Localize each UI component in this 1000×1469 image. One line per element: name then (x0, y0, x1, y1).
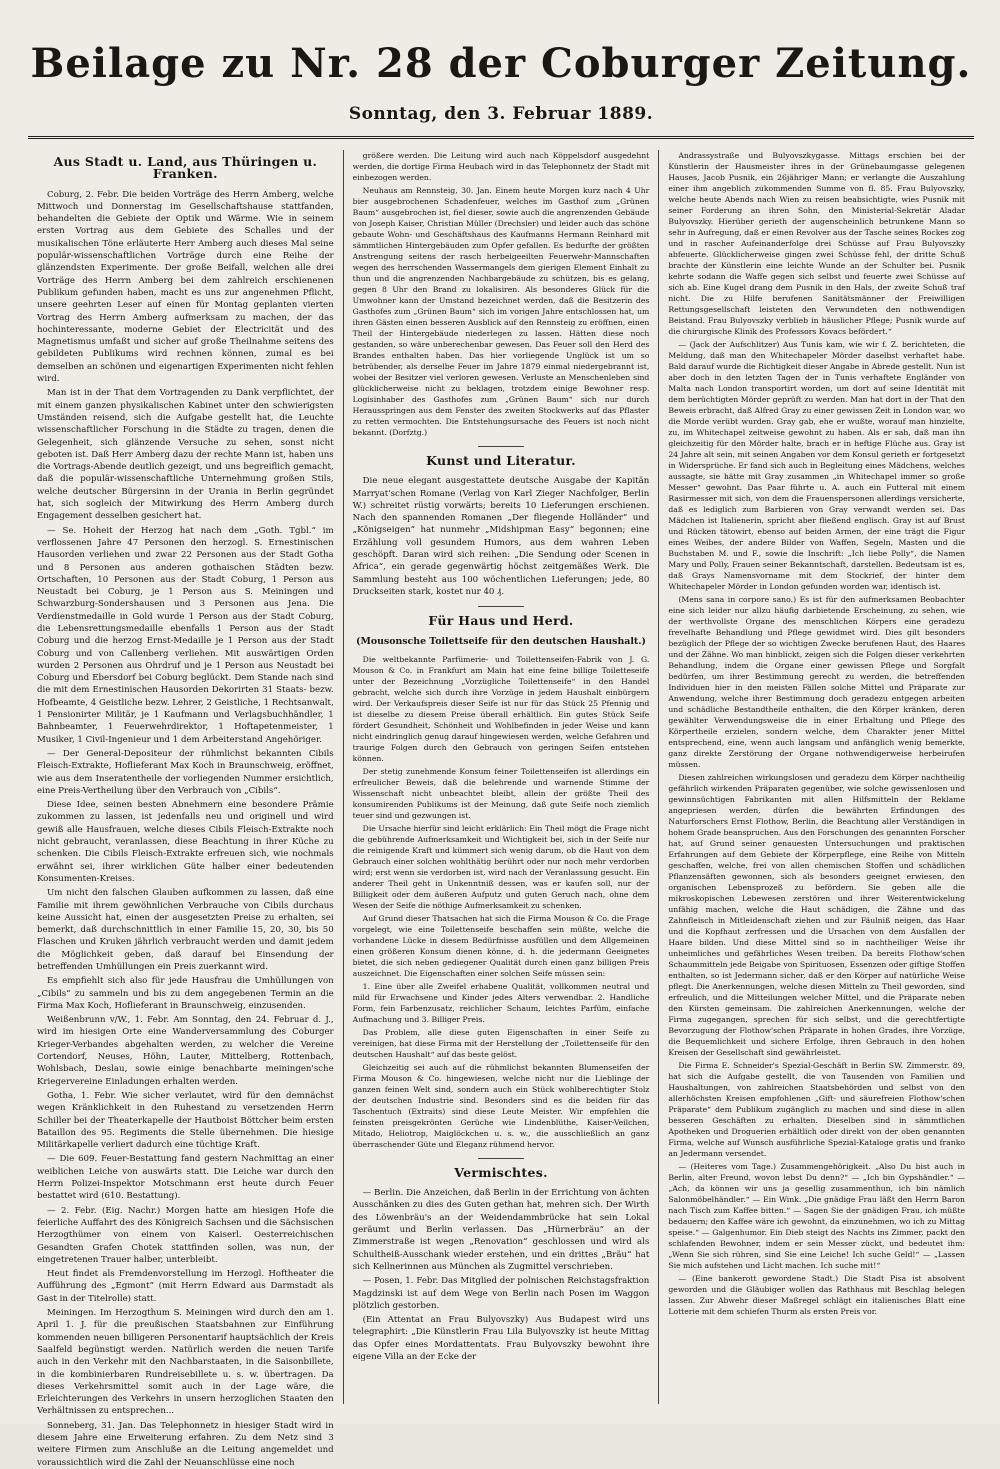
column-1 (28, 150, 343, 1468)
article-paragraph: Das Problem, alle diese guten Eigenschaften in einer Seife zu vereinigen, hat diese Firma mit der Herstellung der „Toilettenseife für den deutschen Haushalt“ auf das beste gelöst. (352, 1027, 650, 1059)
article-paragraph: Die weltbekannte Parfümerie- und Toilettenseifen-Fabrik von J. G. Mouson & Co. in Frankfurt am Main hat eine feine billige Toiletteseife unter der Bezeichnung „Vorzügliche Toilettenseife“ in den Handel gebracht, welche sich durch ihre Vorzüge in jedem Haushalt einbürgern wird. Der Verkaufspreis dieser Seife ist nur für das Stück 25 Pfennig und ist dieselbe zu diesem Preise überall erhältlich. Ein gutes Stück Seife fördert Gesundheit, Schönheit und Wohlbefinden in jeder Weise und kann nicht eindringlich genug darauf hingewiesen werden, welche Gefahren und traurige Folgen durch den Gebrauch von geringen Seifen entstehen können. (352, 654, 650, 763)
article-paragraph: Gleichzeitig sei auch auf die rühmlichst bekannten Blumenseifen der Firma Mouson & Co. hingewiesen, welche nicht nur die Lieblinge der ganzen feinen Welt sind, sondern auch ein Stück wohlberechtigter Stolz der deutschen Industrie sind. Besonders sind es die beiden für das Taschentuch (Extraits) sind diese Leute Meister. Wir empfehlen die feinsten preisgekrönten Gerüche wie Lindenblüthe, Kaiser-Veilchen, Mitado, Heliotrop, Maiglöckchen u. s. w., die ausschließlich an ganz überraschender Güte und Eleganz rühmend hervor. (352, 1062, 650, 1149)
masthead-title: Beilage zu Nr. 28 der Coburger Zeitung. (30, 40, 972, 87)
article-paragraph: — (Heiteres vom Tage.) Zusammengehörigkeit. „Also Du bist auch in Berlin, alter Freund, wovon lebst Du denn?“ — „Ich bin Gypshändler.“ — „Ach, da können wir uns ja gesellig zusammenthun, ich bin nämlich Salonmöbelhändler.“ — Ein Wink. „Die gnädige Frau läßt den Herrn Baron nach Tisch zum Kaffee bitten.“ — Sagen Sie der gnädigen Frau, ich müßte bedauern; den Kaffee wäre ich gewohnt, da einzunehmen, wo ich zu Mittag speise.“ — Galgenhumor. Ein Dieb steigt des Nachts ins Zimmer, packt den schlafenden Bewohner, indem er sein Messer zückt, und bedeutet ihm: „Wenn Sie sich rühren, sind Sie eine Leiche! Ich suche Geld!“ — „Lassen Sie mich aufstehen und Licht machen. Ich suche mit!“ (668, 1162, 966, 1270)
column-1-body (37, 189, 334, 1469)
article-paragraph: Der stetig zunehmende Konsum feiner Toilettenseifen ist allerdings ein erfreulicher Beweis, daß die belehrende und warnende Stimme der Wissenschaft nicht unbeachtet bleibt, allein der größte Theil des konsumirenden Publikums ist der Meinung, daß gute Seife noch ziemlich teuer sind und gezwungen ist. (352, 766, 650, 820)
section-heading-art: Kunst und Literatur. (426, 453, 576, 468)
home-body (353, 654, 650, 1150)
masthead-rule (28, 136, 974, 139)
article-paragraph: — Se. Hoheit der Herzog hat nach dem „Goth. Tgbl.“ im verflossenen Jahre 47 Personen den herzogl. S. Ernestinischen Hausorden verliehen und zwar 22 Personen aus der Stadt Gotha und 8 Personen aus anderen gothaischen Städten bezw. Ortschaften, 10 Personen aus der Stadt Coburg, 1 Person aus Neustadt bei Coburg, je 1 Person aus S. Meiningen und Schwarzburg-Sondershausen und 3 Personen aus Jena. Die Verdienstmedaille in Gold wurde 1 Person aus der Stadt Coburg, die Lebensrettungsmedaille ebenfalls 1 Person aus der Stadt Coburg und die herzog Ernst-Medaille je 1 Person aus der Stadt Coburg und von Callenberg verliehen. Mit auswärtigen Orden wurden 2 Personen aus Ohrdruf und je 1 Person aus Neustadt bei Coburg und Ebersdorf bei Coburg beglückt. Dem Stande nach sind die mit dem Ernestinischen Hausorden Dekorirten 31 Staats- bezw. Hofbeamte, 4 Geistliche bezw. Lehrer, 2 Geistliche, 1 Rechtsanwalt, 1 Pensionirter Militär, je 1 Kaufmann und Verlagsbuchhändler, 1 Bahnbeamter, 1 Feuerwehrdirektor, 1 Hoftapetenmeister, 1 Musiker, 1 Civil-Ingenieur und 1 dem Arbeiterstand Angehöriger. (37, 525, 334, 745)
divider (478, 1158, 524, 1159)
article-paragraph: Andrassystraße und Bulyovszkygasse. Mittags erschien bei der Künstlerin der Hausmeister ihres in der Grünebaumgasse gelegenen Hauses, Jacob Pusnik, ein 26jähriger Mann; er verlangte die Auszahlung einer ihm angeblich zukommenden Summe von fl. 85. Frau Bulyovszky, welche heute Abends nach Wien zu reisen beabsichtigte, wies Pusnik mit seiner Forderung an ihren Sohn, den Ministerial-Sekretär Aladar Bulyovszky. Hierüber gerieth der augenscheinlich betrunkene Mann so sehr in Aufregung, daß er einen Revolver aus der Tasche seines Rockes zog und in rascher Aufeinanderfolge drei Schüsse auf Frau Bulyovszky abfeuerte. Glücklicherweise gingen zwei Schüsse fehl, der dritte Schuß brachte der Künstlerin eine leichte Wunde an der Schulter bei. Pusnik kehrte sodann die Waffe gegen sich selbst und feuerte zwei Schüsse auf sich ab. Eine Kugel drang dem Pusnik in den Hals, der zweite Schuß traf nicht. Die zu Hilfe berufenen Sanitätsmänner der Freiwilligen Rettungsgesellschaft leisteten den Verwundeten den nothwendigen Beistand. Frau Bulyovszky verblieb in häuslicher Pflege; Pusnik wurde auf die chirurgische Klinik des Professors Kovacs befördert.“ (668, 151, 966, 336)
section-heading-misc: Vermischtes. (454, 1164, 548, 1180)
section-heading-local-news: Aus Stadt u. Land, aus Thüringen u. Franken. (53, 154, 318, 182)
article-paragraph: 1. Eine über alle Zweifel erhabene Qualität, vollkommen neutral und mild für Erwachsene und Kinder jedes Alters verwendbar. 2. Handliche Form, fein Farbenzusatz, reichlicher Schaum, leichtes Parfüm, einfache Aufmachung und 3. Billiger Preis. (352, 981, 650, 1024)
divider (478, 446, 524, 447)
article-paragraph: Gotha, 1. Febr. Wie sicher verlautet, wird für den demnächst wegen Kränklichkeit in den Ruhestand zu versetzenden Herrn Schiller bei der Theaterkapelle der Hautboist Böttcher beim ersten Bataillon des 95. Regiments die Stelle übernehmen. Die hiesige Militärkapelle verliert dadurch eine tüchtige Kraft. (37, 1090, 334, 1151)
section-subheading-home: (Mousonsche Toilettseife für den deutschen Haushalt.) (356, 635, 646, 647)
article-paragraph: Weißenbrunn v/W., 1. Febr. Am Sonntag, den 24. Februar d. J., wird im hiesigen Orte eine Wanderversammlung des Coburger Krieger-Verbandes abgehalten werden, zu welcher die Vereine Cortendorf, Neuses, Höhn, Lauter, Mittelberg, Rottenbach, Wohlsbach, Deslau, sowie einige benachbarte meiningen'sche Kriegervereine Einladungen erhalten werden. (37, 1015, 334, 1087)
article-paragraph: Die Firma E. Schneider's Spezial-Geschäft in Berlin SW. Zimmerstr. 89, hat sich die Aufgabe gestellt, die von Tausenden von Familien und Haushaltungen, von zahlreichen Staatsbehörden und selbst von den allerhöchsten Kreisen empfohlenen „Gift- und säurefreien Flothow'schen Präparate“ dem Publikum zugänglich zu machen und sind diese in allen besseren Geschäften zu erhalten. Dieselben sind in sämmtlichen Apotheken und Droguerien erhältlich oder direkt von der oben genannten Firma, welche auf Wunsch ausführliche Spezial-Kataloge gratis und franko an Jedermann versendet. (668, 1061, 966, 1158)
article-paragraph: Diesen zahlreichen wirkungslosen und geradezu dem Körper nachtheilig gefährlich wirkenden Präparaten gegenüber, wie solche gewissenlosen und gewinnsüchtigen Fabrikanten mit allen Hilfsmitteln der Reklame angepriesen werden, dürfen die bewährten Erfindungen des Naturforschers Ernst Flothow, Berlin, die Beachtung aller Verständigen in hohem Grade beanspruchen. Aus den Forschungen des genannten Forscher hat, auf Grund seiner genauesten Untersuchungen und praktischen Erfahrungen auf dem Gebiete der Körperpflege, eine Reihe von Mitteln geschaffen, welche, frei von allen chemischen Stoffen und schädlichen Pflanzensäften gewonnen, sich als besonders geeignet erwiesen, den organischen Lebensprozeß zu befördern. Sie geben alle die mikroskopischen Lebewesen zerstören und ihrer Weiterentwickelung unfähig machen, welche die Haut schädigen, die Zähne und das Zahnfleisch in Mitleidenschaft ziehen und zur Fäulniß neigen, das Haar und die Kopfhaut zerfressen und die Ursachen von dem Ausfallen der Haare bilden. Und diese Mittel sind so in nachtheiliger Weise ihr unheimliches und gefährliches Wesen treiben. Da bereits Flothow'schen Schaummitteln jede Beigabe von Spirituosen, Essenzen oder giftige Stoffen enthalten, so ist Jedermann sicher, daß er den Körper auf natürliche Weise pflegt. Die Anerkennungen, welche diesen Mitteln zu Theil geworden, sind erfreulich, und die Mitteilungen welcher Mittel, und die Präparate neben den Kürsten gemeinsam. Die zahlreichen Anerkennungen, welche der Firma zugegangen, sprechen für sich selbst, und die gerechtfertigte Bevorzugung der Flothow'schen Präparate in hohen Grades, ihre Vorzüge, die Bequemlichkeit und sichere Erfolge, ihren Gebrauch in den hohen Kreisen der Gesellschaft sind gewährleistet. (668, 773, 966, 1057)
article-paragraph: — (Eine bankerott gewordene Stadt.) Die Stadt Pisa ist absolvent geworden und die Gläubiger wollen das Rathhaus mit Beschlag belegen lassen. Zur Abwehr dieser Maßregel schlägt ein italienisches Blatt eine Lotterie mit dem schiefen Thurm als ersten Preis vor. (668, 1274, 966, 1316)
article-paragraph: Meiningen. Im Herzogthum S. Meiningen wird durch den am 1. April 1. J. für die preußischen Staatsbahnen zur Einführung kommenden neuen billigeren Personentarif hauptsächlich der Kreis Saalfeld begünstigt werden. Natürlich werden die neuen Tarife auch in den Verkehr mit den Nachbarstaaten, in die Saisonbillete, in die kombinierbaren Rundreisebillete u. s. w. übertragen. Da dieses Verkehrsmittel somit auch in der Lage wäre, die Erleichterungen des Verkehrs in unsern herzoglichen Staaten den Verhältnissen zu entsprechen... (37, 1308, 334, 1417)
article-paragraph: (Ein Attentat an Frau Bulyovszky) Aus Budapest wird uns telegraphirt: „Die Künstlerin Frau Lila Bulyovszky ist heute Mittag das Opfer eines Mordattentats. Frau Bulyovszky bewohnt ihre eigene Villa an der Ecke der (352, 1315, 650, 1363)
masthead-date: Sonntag, den 3. Februar 1889. (348, 104, 654, 124)
article-paragraph: größere werden. Die Leitung wird auch nach Köppelsdorf ausgedehnt werden, die dortige Firma Heubach wird in das Telephonnetz der Stadt mit einbezogen werden. (352, 151, 650, 182)
column-3 (658, 150, 974, 1404)
divider (478, 606, 524, 607)
article-paragraph: — Berlin. Die Anzeichen, daß Berlin in der Errichtung von ächten Ausschänken zu dies des Guten gethan hat, mehren sich. Der Wirth des Löwenbräu's an der Weidendammbrücke hat sein Lokal geräumt und Berlin verlassen. Das „Hürnerbräu“ an der Zimmerstraße ist wegen „Renovation“ geschlossen und wird als Schultheiß-Ausschank wieder erstehen, und ein drittes „Bräu“ hat sich Kellnerinnen aus München als Zugmittel verschrieben. (352, 1188, 650, 1272)
article-paragraph: Neuhaus am Rennsteig, 30. Jan. Einem heute Morgen kurz nach 4 Uhr bier ausgebrochenen Schadenfeuer, welches im Gasthof zum „Grünen Baum“ ausgebrochen ist, fiel dieser, sowie auch die angrenzenden Gebäude von Joseph Kaiser, Christian Müller (Drechsler) und leider auch das schöne gebaute Wohn- und Geschäftshaus des Kaufmanns Hermann Reinhard mit sämmtlichen Hintergebäuden zum Opfer gefallen. Es bedurfte der größten Anstrengung seitens der rasch herbeigeeilten Feuerwehr-Mannschaften wegen des herrschenden Wassermangels dem gierigen Element Einhalt zu thun und die angrenzenden Nachbargebäude zu schützen, bis es gelang, gegen 8 Uhr den Brand zu lokalisiren. Als besonderes Glück für die Umwohner kann der Umstand bezeichnet werden, daß die Besitzerin des Gasthofes zum „Grünen Baum“ sich im vorigen Jahre entschlossen hat, um ihren Gästen einen besseren Ausblick auf den Rennsteig zu eröffnen, einen Theil der Hintergebäude niederlegen zu lassen. Hätten diese noch gestanden, so wäre unberechenbar gewesen. Das Feuer soll den Herd des Brandes enthalten haben. Das hier vorliegende Unglück ist um so betrübender, als derselbe Feuer im Jahre 1879 einmal niedergebrannt ist, wobei der Besitzer viel verloren gewesen. Verluste an Menschenleben sind glücklicherweise nicht zu beklagen, trotzdem einige Bewohner resp. Logisinhaber des Gasthofes zum „Grünen Baum“ sich nur durch Herausspringen aus dem Fenster des zweiten Stockwerks auf das Pflaster zu retten vermochten. Die Entstehungsursache des Feuers ist noch nicht bekannt. (Dorfztg.) (352, 186, 650, 437)
article-paragraph: (Mens sana in corpore sano.) Es ist für den aufmerksamen Beobachter eine sich leider nur allzu häufig darbietende Erscheinung, zu sehen, wie der werthvollste Organe des menschlichen Körpers eine geradezu frevelhafte Behandlung und Pflege gewidmet wird. Dies gilt besonders bezüglich der Pflege der so wichtigen Zwecke berufenen Haut, des Haares und der Zähne. Wo man hinblickt, zeigen sich die Folgen dieser verkehrten Behandlung, indem die Organe einer gewissen Pflege und Sorgfalt bedürfen, um ihrer Bestimmung gerecht zu werden, die betreffenden Individuen hier in den meisten Fällen solche Mittel und Präparate zur Anwendung, welche ihrer Bestimmung doch geradezu entgegen arbeiten und schädliche Bestandtheile enthalten, die den Körper kränken, deren gewählter Verwendungsweise die in einer Erhaltung und Pflege des Körpertheile erzielen, sondern welche, dem Charakter jener Mittel entsprechend, eine, wenn auch langsam und anfänglich wenig bemerkte, ganz direkte Zerstörung der Organe nothwendigerweise herbeirufen müssen. (668, 595, 966, 769)
article-paragraph: Es empfiehlt sich also für jede Hausfrau die Umhüllungen von „Cibils“ zu sammeln und bis zu dem angegebenen Termin an die Firma Max Koch, Hoflieferant in Braunschweig, einzusenden. (37, 976, 334, 1011)
column-3-body (668, 150, 965, 1317)
column-2-top-body (353, 150, 650, 438)
article-paragraph: Man ist in der That dem Vortragenden zu Dank verpflichtet, der mit einem ganzen physikalischen Kabinet unter den schwierigsten Umständen reisend, sich die Aufgabe gestellt hat, die Leuchte wissenschaftlicher Forschung in die Städte zu tragen, denen die Gelegenheit, sich glänzende Versuche zu sehen, sonst nicht geboten ist. Daß Herr Amberg dazu der rechte Mann ist, haben uns die Vortrags-Abende deutlich gezeigt, und uns begreiflich gemacht, daß die populär-wissenschaftliche Unternehmung großen Stils, welche deutscher Bürgersinn in der Urania in Berlin gegründet hat, sich sogleich der Mitwirkung des Herrn Amberg durch Engagement desselben gesichert hat. (37, 388, 334, 522)
article-paragraph: Auf Grund dieser Thatsachen hat sich die Firma Mouson & Co. die Frage vorgelegt, wie eine Toilettenseife beschaffen sein müßte, welche die vorhandene Lücke in diesem Bedürfnisse ausfüllen und dem Allgemeinen einen größeren Konsum dienen könne, d. h. die jedermann Geeignetes bietet, die sich neben gediegener Qualität durch einen ganz billigen Preis auszeichnet. Die Eigenschaften einer solchen Seife müssen sein: (352, 913, 650, 978)
article-paragraph: — Der General-Depositeur der rühmlichst bekannten Cibils Fleisch-Extrakte, Hoflieferant Max Koch in Braunschweig, eröffnet, wie aus dem Inseratentheile der vorliegenden Nummer ersichtlich, eine Preis-Vertheilung über den Verbrauch von „Cibils“. (37, 748, 334, 796)
article-paragraph: — 2. Febr. (Eig. Nachr.) Morgen hatte am hiesigen Hofe die feierliche Auffahrt des des Königreich Sachsen und die Sächsischen Herzogthümer von einem von Kaiserl. Oesterreichischen Gesandten Grafen Chotek stattfinden sollen, was nun, der eingetretenen Trauer halber, unterbleibt. (37, 1205, 334, 1265)
article-paragraph: — (Jack der Aufschlitzer) Aus Tunis kam, wie wir f. Z. berichteten, die Meldung, daß man den Whitechapeler Mörder daselbst verhaftet habe. Bald darauf wurde die Richtigkeit dieser Angabe in Abrede gestellt. Nun ist aber doch in den letzten Tagen der in Tunis verhaftete Engländer von Malta nach London transportirt worden, um dort auf seine Identität mit dem berüchtigten Mörder geprüft zu werden. Man hat dort in der That den Beweis erbracht, daß Alfred Gray zu einer gewissen Zeit in London war, wo die Morde verübt wurden. Gray gab, ehe er wußte, worauf man hinzielte, zu, im Whitechapel zeitweise gewohnt zu haben. Als er sah, daß man ihn gleichzeitig für den Mörder halte, brach er in heftige Flüche aus. Gray ist 24 Jahre alt sein, mit seinen Angaben vor dem Konsul gerieth er fortgesetzt in Widersprüche. Er fand sich auch in Begleitung eines Mädchens, welches aussagte, sie hätte mit Gray zusammen „in Whitechapel immer so große Messer“ gewohnt. Das Paar führte u. A. auch ein Futteral mit einem Rasirmesser mit sich, von dem die Frauenspersonen allerdings versicherte, daß es lediglich zum Barbieren von Gray verwandt werden sei. Das Mädchen ist Italienerin, spricht aber fließend englisch. Gray ist auf Brust und Rücken tätowirt, ebenso auf beiden Armen, der eine trägt die Figur eines Weibes, der andere Bilder von Waffen, Segeln, Masten und die Buchstaben M. und F., sowie die Inschrift: „Ich liebe Polly“, die Namen Mary und Polly, Frauen seiner Bekanntschaft, darstellen. Bedeutsam ist es, daß Grays Namensvorname mit dem Stockrief, der hinter dem Whitechapeler Mörder in London gefunden worden war, identisch ist. (668, 340, 966, 591)
art-body (353, 475, 650, 598)
article-paragraph: — Posen, 1. Febr. Das Mitglied der polnischen Reichstagsfraktion Magdzinski ist auf dem Wege von Berlin nach Posen im Waggon plötzlich gestorben. (352, 1276, 650, 1311)
article-paragraph: Heut findet als Fremdenvorstellung im Herzogl. Hoftheater die Aufführung des „Egmont“ (mit Herrn Edward aus Darmstadt als Gast in der Titelrolle) statt. (37, 1269, 334, 1304)
section-heading-home: Für Haus und Herd. (428, 613, 574, 629)
article-paragraph: Sonneberg, 31. Jan. Das Telephonnetz in hiesiger Stadt wird in diesem Jahre eine Erweiterung erfahren. Zu dem Netz sind 3 weitere Firmen zum Anschluße an die Leitung angemeldet und voraussichtlich wird die Zahl der Neuanschlüsse eine noch (37, 1420, 334, 1468)
article-paragraph: Die Ursache hierfür sind leicht erklärlich: Ein Theil mögt die Frage nicht die gebührende Aufmerksamkeit und Wichtigkeit bei, sich in der Seife nur die reinigende Kraft und kümmert sich wenig darum, ob die Haut von dem Gebrauch einer solchen wohlthätig berührt oder nur noch mehr verdorben wird; erst wenn sie verdorben ist, wird nach der Veranlassung gesucht. Ein anderer Theil geht in Unkenntniß dessen, was er kaufen soll, nur der Billigkeit oder dem äußeren Aufputz und guten Geruch nach, ohne dem Wesen der Seife die nöthige Aufmerksamkeit zu schenken. (352, 823, 650, 910)
misc-body (353, 1187, 650, 1363)
column-2 (343, 150, 659, 1404)
article-paragraph: — Die 609. Feuer-Bestattung fand gestern Nachmittag an einer weiblichen Leiche von auswärts statt. Die Leiche war durch den Herrn Polizei-Inspektor Motschmann erst heute durch Feuer bestattet wird (610. Bestattung). (37, 1154, 334, 1202)
article-paragraph: Um nicht den falschen Glauben aufkommen zu lassen, daß eine Familie mit ihrem gewöhnlichen Verbrauche von Cibils durchaus keine Aussicht hat, einen der ausgesetzten Preise zu erhalten, sei bemerkt, daß durchschnittlich in einer Familie 15, 20, 30, bis 50 Flaschen und Kruken jährlich verbraucht werden und damit jedem die Möglichkeit geben, daß darauf bei Einsendung der betreffenden Umhüllungen ein Preis zuerkannt wird. (37, 888, 334, 972)
article-paragraph: Diese Idee, seinen besten Abnehmern eine besondere Prämie zukommen zu lassen, ist jedenfalls neu und originell und wird gewiß alle Hausfrauen, welche dieses Cibils Fleisch-Extrakte noch nicht gebraucht, veranlassen, diese Beachtung in ihrer Küche zu schenken. Die Cibils Fleisch-Extrakte erfreuen sich, wie nochmals erwähnt sei, ihrer wirklichen Güte halber einer bedeutenden Konsumenten-Kreises. (37, 800, 334, 884)
article-paragraph: Coburg, 2. Febr. Die beiden Vorträge des Herrn Amberg, welche Mittwoch und Donnerstag im Gesellschaftshause stattfanden, behandelten die Gebiete der Optik und Wärme. Wie in seinem ersten Vortrag aus dem Gebiete des Schalles und der musikalischen Töne erläuterte Herr Amberg auch dieses Mal seine populär-wissenschaftlichen Vorträge durch eine Reihe der glänzendsten Experimente. Der große Beifall, welchen alle drei Vorträge des Herrn Amberg bei dem zahlreich erschienenen Publikum gefunden haben, macht es uns zur angenehmen Pflicht, unsere geehrten Leser auf einen für Montag geplanten vierten Vortrag des Herrn Amberg aufmerksam zu machen, der das hochinteressante, moderne Gebiet der Electricität und des Magnetismus umfaßt und sicher auf große Theilnahme seitens des gebildeten Publikums wird rechnen können, zumal es bei demselben an schönen und eigenartigen Experimenten nicht fehlen wird. (37, 189, 334, 385)
columns (28, 150, 974, 1468)
article-paragraph: Die neue elegant ausgestattete deutsche Ausgabe der Kapitän Marryat'schen Romane (Verlag von Karl Zieger Nachfolger, Berlin W.) schreitet rüstig vorwärts; bereits 10 Lieferungen erschienen. Nach den spannenden Romanen „Der fliegende Holländer“ und „Königseigen“ hat nunmehr „Midshipman Easy“ begonnen; eine Erzählung voll gesundem Humors, aus dem wahren Leben geschöpft. Daran wird sich reihen: „Die Sendung oder Scenen in Africa“, ein gerade gegenwärtig höchst zeitgemäßes Werk. Die Sammlung besteht aus 100 wöchentlichen Lieferungen; jede, 80 Druckseiten stark, kostet nur 40 ₰. (352, 476, 650, 597)
